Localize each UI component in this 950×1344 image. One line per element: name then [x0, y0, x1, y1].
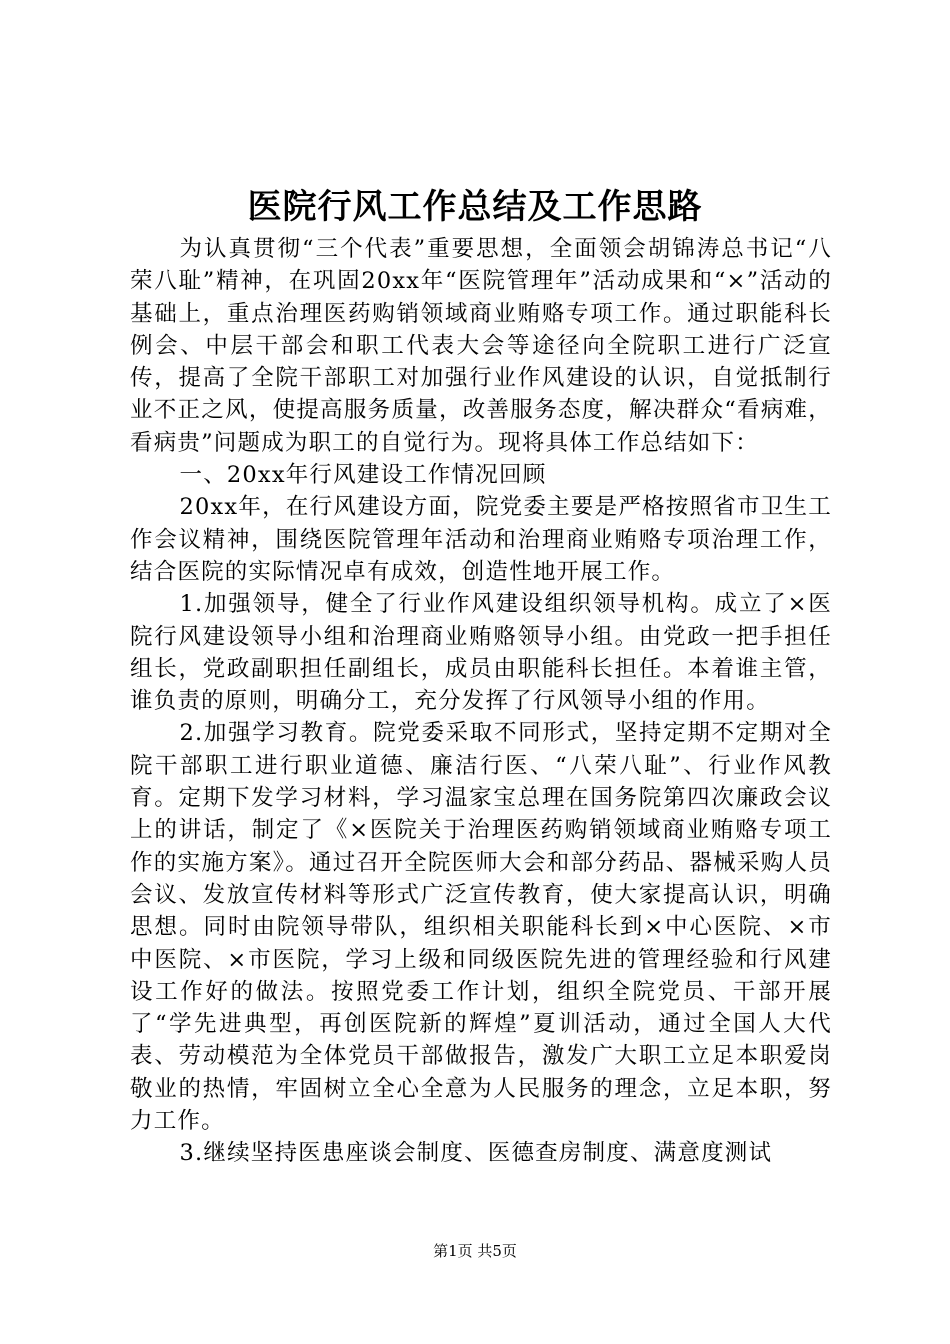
- section-heading-review: 一、20xx年行风建设工作情况回顾: [179, 462, 547, 489]
- paragraph-item-2: 2.加强学习教育。院党委采取不同形式，坚持定期不定期对全院干部职工进行职业道德、廉洁行医、“八荣八耻”、行业作风教育。定期下发学习材料，学习温家宝总理在国务院第四次廉政会议上的讲话，制定了《×医院关于治理医药购销领域商业贿赂专项工作的实施方案》。通过召开全院医师大会和部分药品、器械采购人员会议、发放宣传材料等形式广泛宣传教育，使大家提高认识，明确思想。同时由院领导带队，组织相关职能科长到×中心医院、×市中医院、×市医院，学习上级和同级医院先进的管理经验和行风建设工作好的做法。按照党委工作计划，组织全院党员、干部开展了“学先进典型，再创医院新的辉煌”夏训活动，通过全国人大代表、劳动模范为全体党员干部做报告，激发广大职工立足本职爱岗敬业的热情，牢固树立全心全意为人民服务的理念，立足本职，努力工作。: [130, 720, 832, 1135]
- paragraph-item-1: 1.加强领导，健全了行业作风建设组织领导机构。成立了×医院行风建设领导小组和治理商业贿赂领导小组。由党政一把手担任组长，党政副职担任副组长，成员由职能科长担任。本着谁主管，谁负责的原则，明确分工，充分发挥了行风领导小组的作用。: [130, 591, 832, 715]
- document-body: [130, 233, 832, 1170]
- paragraph-intro: 为认真贯彻“三个代表”重要思想，全面领会胡锦涛总书记“八荣八耻”精神，在巩固20xx年“医院管理年”活动成果和“×”活动的基础上，重点治理医药购销领域商业贿赂专项工作。通过职能科长例会、中层干部会和职工代表大会等途径向全院职工进行广泛宣传，提高了全院干部职工对加强行业作风建设的认识，自觉抵制行业不正之风，使提高服务质量，改善服务态度，解决群众“看病难，看病贵”问题成为职工的自觉行为。现将具体工作总结如下：: [130, 236, 832, 456]
- document-title: 医院行风工作总结及工作思路: [247, 187, 703, 227]
- paragraph-item-3: 3.继续坚持医患座谈会制度、医德查房制度、满意度测试: [179, 1140, 773, 1167]
- paragraph-overview: 20xx年，在行风建设方面，院党委主要是严格按照省市卫生工作会议精神，围绕医院管理年活动和治理商业贿赂专项治理工作，结合医院的实际情况卓有成效，创造性地开展工作。: [130, 494, 832, 585]
- page-footer: 第1页 共5页: [433, 1242, 517, 1260]
